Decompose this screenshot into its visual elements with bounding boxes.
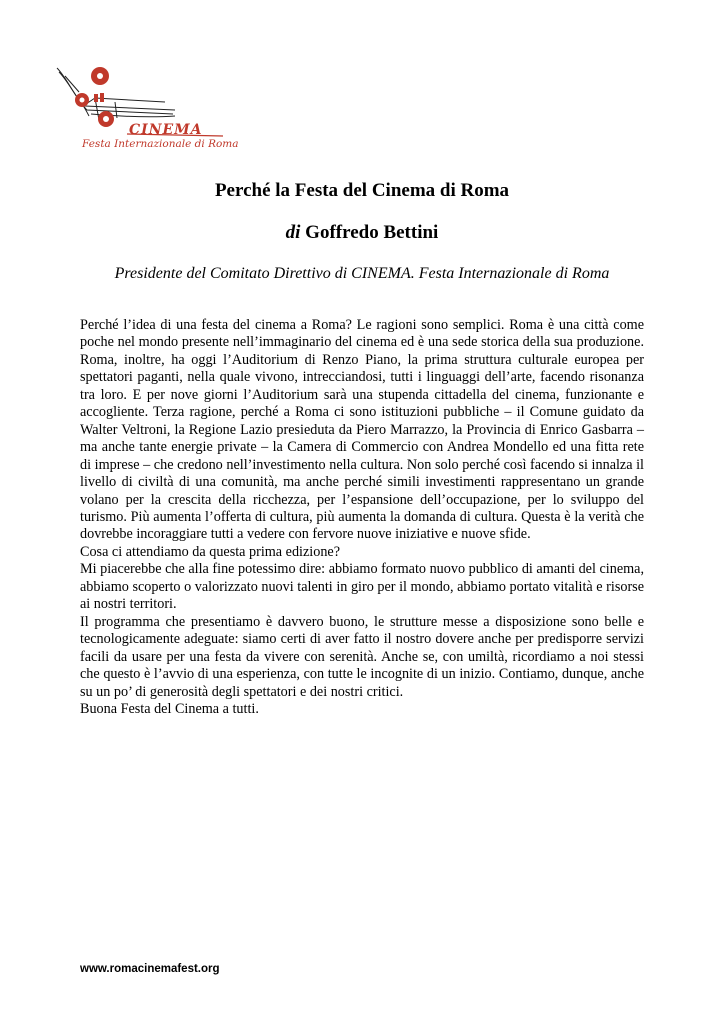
paragraph: Il programma che presentiamo è davvero buono, le strutture messe a disposizione sono belle e tecnologicamente adeguate: siamo certi di aver fatto il nostro dovere anche per predisporre servizi facili da usare per una festa da vivere con serenità. Anche se, con umiltà, ricordiamo a noi stessi che questo è l’avvio di una esperienza, con tutte le incognite di un inizio. Contiamo, dunque, anche su un po’ di generosità degli spettatori e dei nostri critici.: [80, 613, 644, 700]
paragraph: Perché l’idea di una festa del cinema a Roma? Le ragioni sono semplici. Roma è una città come poche nel mondo presente nell’immaginario del cinema ed è una sede storica della sua produzione. Roma, inoltre, ha oggi l’Auditorium di Renzo Piano, la prima struttura culturale europea per spettatori paganti, nella quale vivono, intrecciandosi, tutti i linguaggi dell’arte, facendo risonanza tra loro. E per nove giorni l’Auditorium sarà una stupenda cittadella del cinema, funzionante e accogliente. Terza ragione, perché a Roma ci sono istituzioni pubbliche – il Comune guidato da Walter Veltroni, la Regione Lazio presieduta da Piero Marrazzo, la Provincia di Enrico Gasbarra – ma anche tante energie private – la Camera di Commercio con Andrea Mondello ed una fitta rete di imprese – che credono nell’investimento nella cultura. Non solo perché così facendo si innalza il livello di civiltà di una comunità, ma anche perché simili investimenti rappresentano un grande volano per la crescita della ricchezza, per l’espansione dell’occupazione, per lo sviluppo del turismo. Più aumenta l’offerta di cultura, più aumenta la domanda di cultura. Questa è la verità che dovrebbe incoraggiare tutti a vedere con fervore nuove iniziative e nuove sfide.: [80, 317, 644, 543]
byline-prefix: di: [285, 222, 301, 243]
logo-brand: CINEMA: [129, 122, 203, 138]
footer-url: www.romacinemafest.org: [80, 963, 220, 975]
paragraph: Buona Festa del Cinema a tutti.: [80, 700, 259, 717]
subtitle: Presidente del Comitato Direttivo di CINEMA. Festa Internazionale di Roma: [114, 265, 610, 282]
paragraph: Cosa ci attendiamo da questa prima edizione?: [80, 543, 341, 560]
paragraph: Mi piacerebbe che alla fine potessimo dire: abbiamo formato nuovo pubblico di amanti del cinema, abbiamo scoperto o valorizzato nuovi talenti in giro per il mondo, abbiamo portato vitalità e risorse ai nostri territori.: [80, 561, 644, 613]
logo-tagline: Festa Internazionale di Roma: [82, 138, 239, 150]
page-title: Perché la Festa del Cinema di Roma: [214, 180, 510, 201]
byline: [0, 222, 724, 244]
byline-author: Goffredo Bettini: [305, 222, 439, 243]
article-body: [80, 317, 644, 718]
